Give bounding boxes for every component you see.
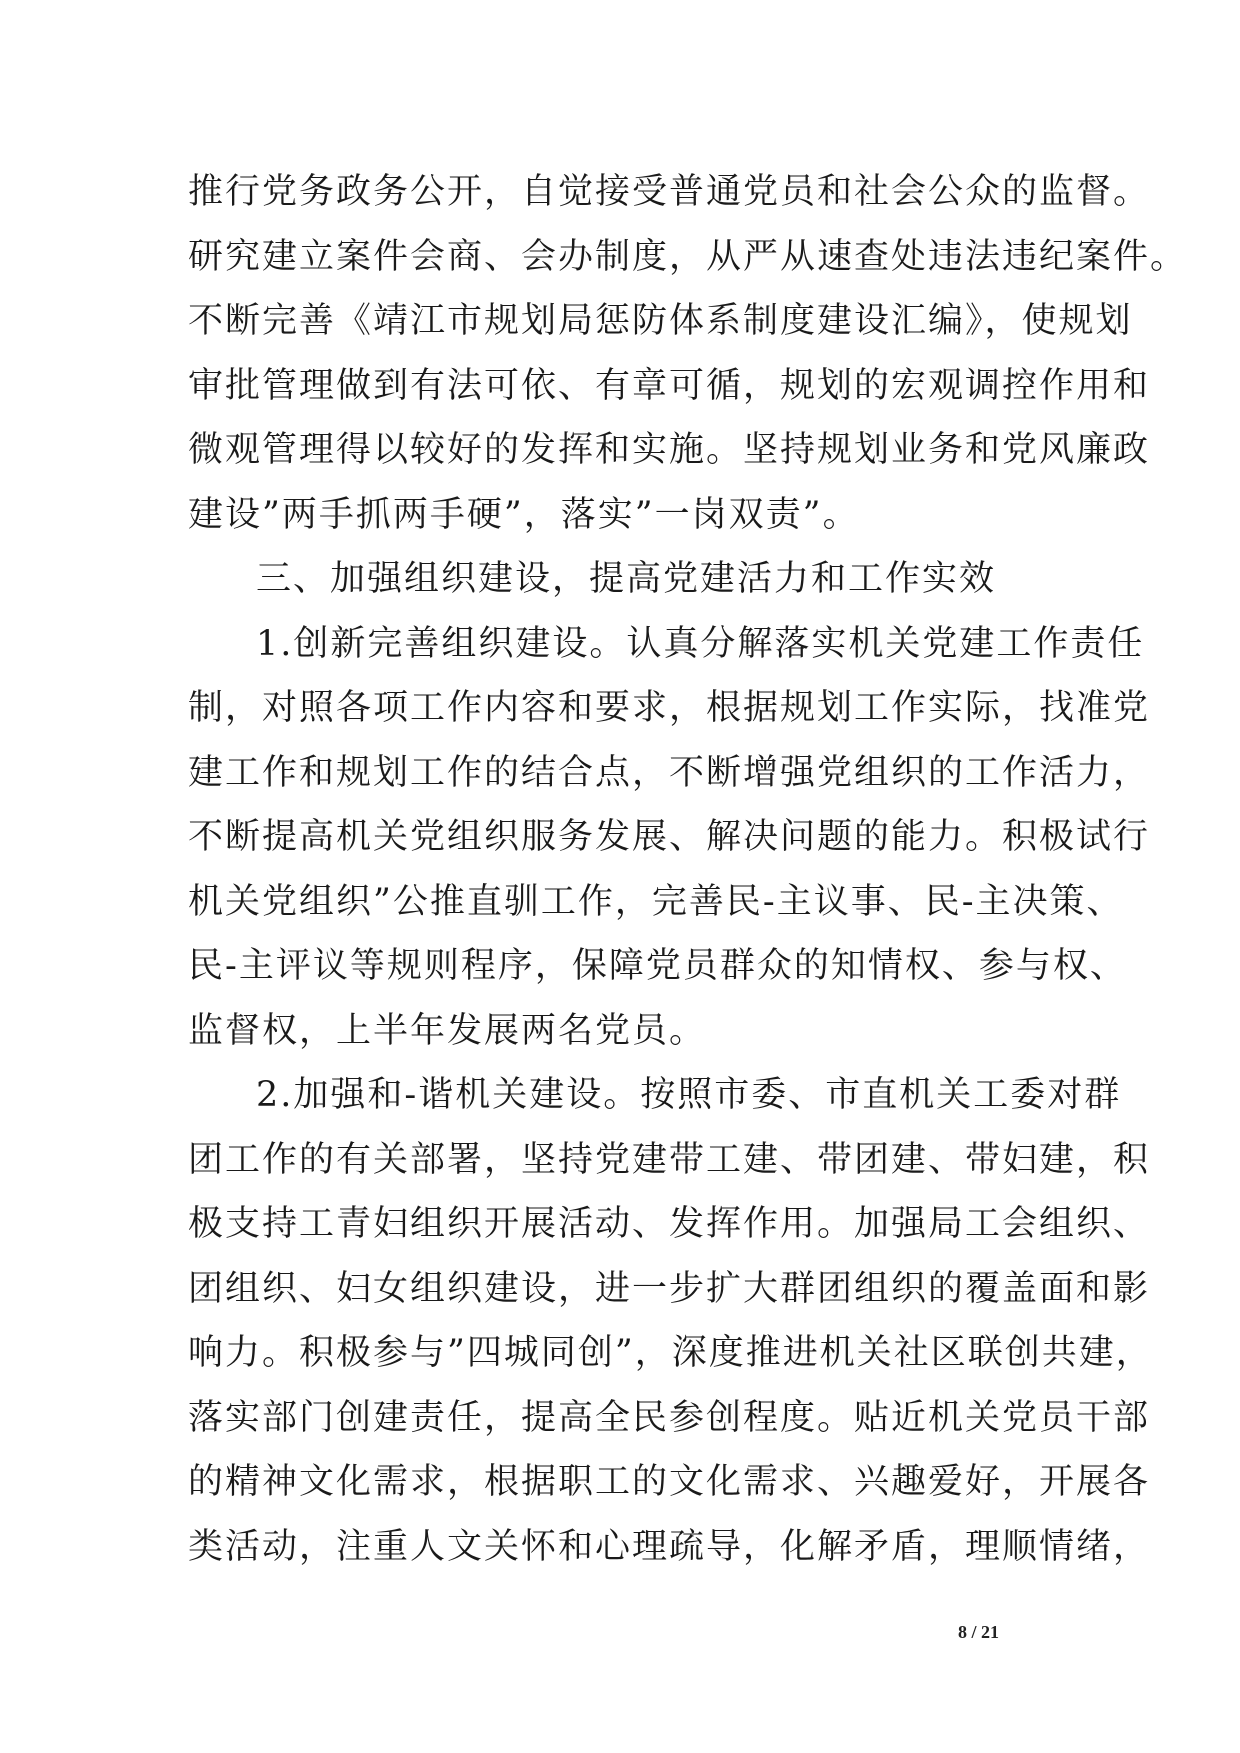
- text-line: 不断提高机关党组织服务发展、解决问题的能力。积极试行: [188, 817, 1151, 857]
- text-line: 团组织、妇女组织建设，进一步扩大群团组织的覆盖面和影: [188, 1268, 1151, 1309]
- text-line: 极支持工青妇组织开展活动、发挥作用。加强局工会组织、: [188, 1204, 1151, 1244]
- text-line: 团工作的有关部署，坚持党建带工建、带团建、带妇建，积: [188, 1139, 1151, 1180]
- section-heading: 三、加强组织建设，提高党建活力和工作实效: [256, 559, 997, 599]
- text-line: 类活动，注重人文关怀和心理疏导，化解矛盾，理顺情绪，: [188, 1526, 1151, 1567]
- paragraph-first-line: 2.加强和-谐机关建设。按照市委、市直机关工委对群: [256, 1075, 1122, 1115]
- text-line: 落实部门创建责任，提高全民参创程度。贴近机关党员干部: [188, 1397, 1151, 1438]
- text-line: 监督权，上半年发展两名党员。: [188, 1010, 707, 1051]
- text-line: 审批管理做到有法可依、有章可循，规划的宏观调控作用和: [188, 365, 1151, 406]
- text-line: 机关党组织”公推直驯工作，完善民-主议事、民-主决策、: [188, 881, 1124, 922]
- text-line: 的精神文化需求，根据职工的文化需求、兴趣爱好，开展各: [188, 1462, 1151, 1502]
- text-line: 微观管理得以较好的发挥和实施。坚持规划业务和党风廉政: [188, 430, 1151, 470]
- page-number: 8 / 21: [958, 1622, 1000, 1642]
- text-line: 民-主评议等规则程序，保障党员群众的知情权、参与权、: [188, 946, 1127, 986]
- text-line: 推行党务政务公开，自觉接受普通党员和社会公众的监督。: [188, 172, 1151, 212]
- text-line: 研究建立案件会商、会办制度，从严从速查处违法违纪案件。: [188, 236, 1188, 277]
- document-body: [188, 160, 1188, 1579]
- paragraph-first-line: 1.创新完善组织建设。认真分解落实机关党建工作责任: [256, 623, 1145, 664]
- text-line: 建设”两手抓两手硬”，落实”一岗双责”。: [188, 494, 860, 535]
- text-line: 建工作和规划工作的结合点，不断增强党组织的工作活力，: [188, 752, 1151, 793]
- text-line: 响力。积极参与”四城同创”，深度推进机关社区联创共建，: [188, 1333, 1153, 1373]
- text-line: 制，对照各项工作内容和要求，根据规划工作实际，找准党: [188, 688, 1151, 728]
- text-line: 不断完善《靖江市规划局惩防体系制度建设汇编》，使规划: [188, 301, 1133, 341]
